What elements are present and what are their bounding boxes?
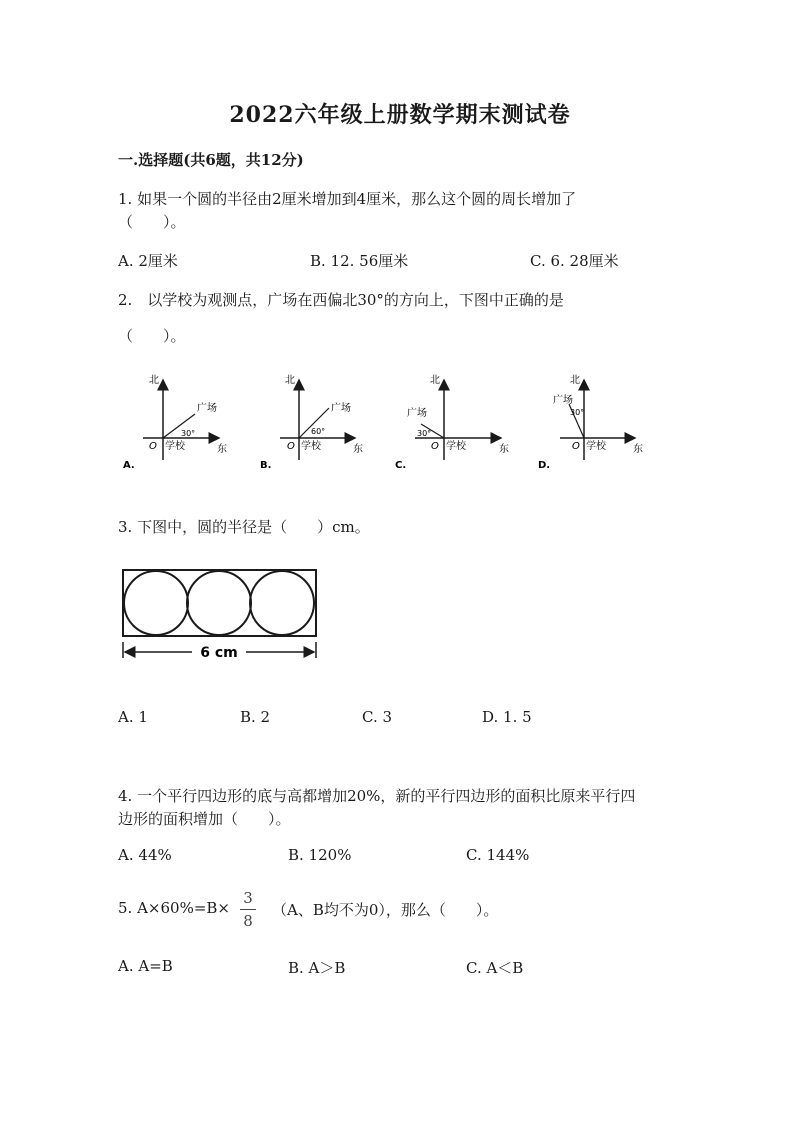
q1-option-a[interactable]: A. 2厘米 [118, 252, 178, 270]
q5-option-c[interactable]: C. A＜B [466, 959, 524, 977]
direction-diagrams [115, 370, 675, 480]
circle-left [124, 571, 188, 635]
fraction-denominator: 8 [243, 912, 253, 930]
diagram-d[interactable] [538, 374, 643, 471]
diagram-d-letter: D. [538, 460, 551, 471]
diagram-b-letter: B. [260, 460, 272, 471]
north-label: 北 [570, 375, 580, 386]
angle-label: 30° [181, 429, 196, 438]
east-label: 东 [353, 444, 363, 455]
angle-label: 60° [311, 427, 326, 436]
square-label: 广场 [553, 395, 573, 406]
q1-option-c[interactable]: C. 6. 28厘米 [530, 252, 619, 270]
school-label: 学校 [586, 441, 606, 452]
diagram-c[interactable] [395, 374, 509, 471]
angle-label: 30° [570, 408, 585, 417]
diagram-a[interactable] [123, 374, 227, 471]
width-label: 6 cm [200, 645, 238, 661]
q4-option-c[interactable]: C. 144% [466, 846, 530, 864]
school-label: 学校 [301, 441, 321, 452]
question-3-text: 3. 下图中，圆的半径是（ ）cm。 [118, 518, 370, 536]
east-label: 东 [633, 444, 643, 455]
east-label: 东 [217, 444, 227, 455]
circles-figure [118, 566, 324, 664]
square-label: 广场 [331, 403, 351, 414]
diagram-c-letter: C. [395, 460, 407, 471]
fraction-bar [240, 909, 256, 910]
q5-option-a[interactable]: A. A=B [118, 957, 173, 975]
fraction-three-eighths [240, 889, 256, 930]
question-5-prefix: 5. A×60%=B× [118, 899, 230, 917]
q3-option-a[interactable]: A. 1 [118, 708, 148, 726]
school-label: 学校 [446, 441, 466, 452]
question-1-blank: （ ）。 [118, 213, 186, 231]
q3-option-d[interactable]: D. 1. 5 [482, 708, 532, 726]
q1-option-b[interactable]: B. 12. 56厘米 [310, 252, 409, 270]
school-label: 学校 [165, 441, 185, 452]
diagram-a-letter: A. [123, 460, 135, 471]
q4-option-a[interactable]: A. 44% [118, 846, 172, 864]
section-heading: 一.选择题(共6题，共12分) [118, 151, 304, 169]
fraction-numerator: 3 [243, 889, 253, 907]
diagram-b[interactable] [260, 374, 363, 471]
origin-label: O [572, 441, 580, 452]
question-5-suffix: （A、B均不为0），那么（ ）。 [272, 901, 499, 919]
q5-option-b[interactable]: B. A＞B [288, 959, 346, 977]
north-label: 北 [149, 375, 159, 386]
q3-option-c[interactable]: C. 3 [362, 708, 393, 726]
q4-option-b[interactable]: B. 120% [288, 846, 352, 864]
square-label: 广场 [407, 408, 427, 419]
east-label: 东 [499, 444, 509, 455]
origin-label: O [431, 441, 439, 452]
q3-option-b[interactable]: B. 2 [240, 708, 271, 726]
page-title: 2022六年级上册数学期末测试卷 [229, 102, 571, 128]
angle-label: 30° [417, 429, 432, 438]
north-label: 北 [430, 375, 440, 386]
question-2-text: 2. 以学校为观测点，广场在西偏北30°的方向上，下图中正确的是 [118, 291, 564, 309]
circle-middle [187, 571, 251, 635]
origin-label: O [287, 441, 295, 452]
question-4-text-cont: 边形的面积增加（ ）。 [118, 810, 291, 828]
question-1-text: 1. 如果一个圆的半径由2厘米增加到4厘米，那么这个圆的周长增加了 [118, 190, 577, 208]
square-label: 广场 [197, 403, 217, 414]
north-label: 北 [285, 375, 295, 386]
question-2-blank: （ ）。 [118, 327, 186, 345]
question-4-text: 4. 一个平行四边形的底与高都增加20%，新的平行四边形的面积比原来平行四 [118, 787, 636, 805]
circle-right [250, 571, 314, 635]
origin-label: O [149, 441, 157, 452]
rectangle-outline [123, 570, 316, 636]
